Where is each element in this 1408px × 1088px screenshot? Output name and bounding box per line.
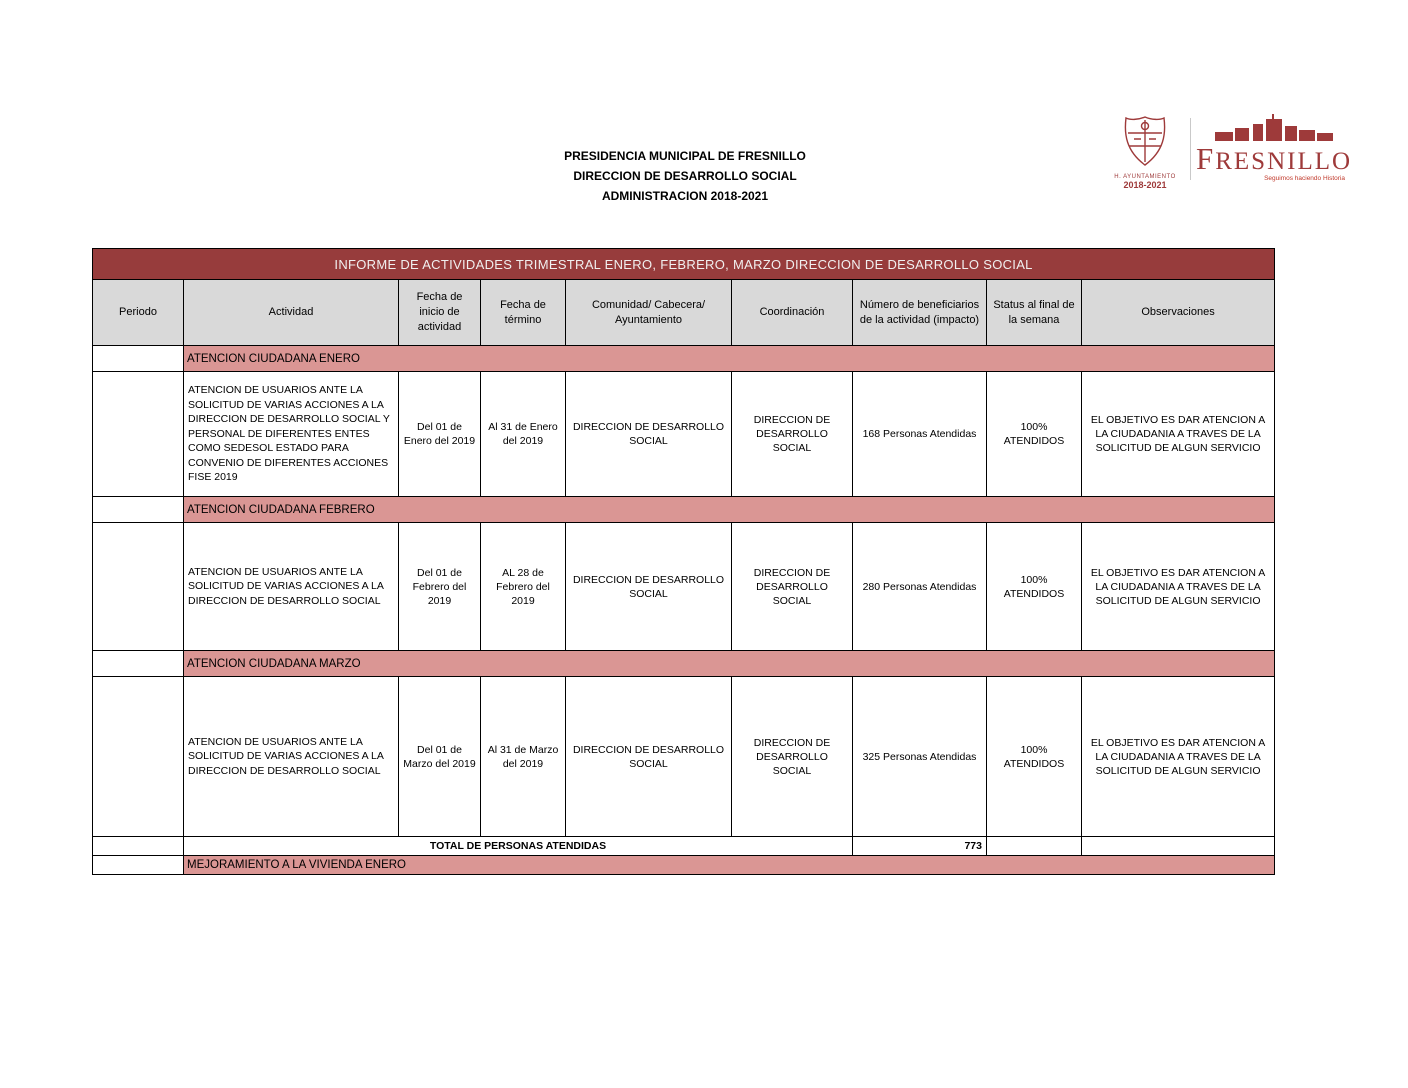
community-cell: DIRECCION DE DESARROLLO SOCIAL (566, 523, 732, 651)
end-date-cell: AL 28 de Febrero del 2019 (481, 523, 566, 651)
col-header-fecha-inicio: Fecha de inicio de actividad (399, 280, 481, 346)
table-row (93, 523, 1275, 651)
col-header-comunidad: Comunidad/ Cabecera/ Ayuntamiento (566, 280, 732, 346)
section-band-febrero: ATENCION CIUDADANA FEBRERO (184, 497, 1275, 523)
logo-divider (1190, 118, 1191, 180)
status-cell: 100% ATENDIDOS (987, 677, 1082, 837)
end-date-cell: Al 31 de Marzo del 2019 (481, 677, 566, 837)
col-header-coordinacion: Coordinación (732, 280, 853, 346)
table-row (93, 677, 1275, 837)
crest-years: 2018-2021 (1123, 180, 1167, 190)
col-header-status: Status al final de la semana (987, 280, 1082, 346)
community-cell: DIRECCION DE DESARROLLO SOCIAL (566, 677, 732, 837)
start-date-cell: Del 01 de Enero del 2019 (399, 372, 481, 497)
observations-cell: EL OBJETIVO ES DAR ATENCION A LA CIUDADANIA A TRAVES DE LA SOLICITUD DE ALGUN SERVICIO (1082, 372, 1275, 497)
col-header-beneficiarios: Número de beneficiarios de la actividad (impacto) (853, 280, 987, 346)
total-empty-observations-cell (1082, 837, 1275, 856)
doc-title-line3: ADMINISTRACION 2018-2021 (601, 189, 769, 203)
total-value: 773 (853, 837, 987, 856)
coordination-cell: DIRECCION DE DESARROLLO SOCIAL (732, 523, 853, 651)
beneficiaries-cell: 280 Personas Atendidas (853, 523, 987, 651)
col-header-periodo: Periodo (93, 280, 184, 346)
coordination-cell: DIRECCION DE DESARROLLO SOCIAL (732, 372, 853, 497)
end-date-cell: Al 31 de Enero del 2019 (481, 372, 566, 497)
coordination-cell: DIRECCION DE DESARROLLO SOCIAL (732, 677, 853, 837)
activity-cell: ATENCION DE USUARIOS ANTE LA SOLICITUD DE VARIAS ACCIONES A LA DIRECCION DE DESARROLLO SOCIAL (184, 523, 399, 651)
section-band-marzo: ATENCION CIUDADANA MARZO (184, 651, 1275, 677)
municipal-crest-icon (1114, 114, 1176, 173)
doc-title-block (440, 146, 930, 206)
beneficiaries-cell: 168 Personas Atendidas (853, 372, 987, 497)
start-date-cell: Del 01 de Febrero del 2019 (399, 523, 481, 651)
community-cell: DIRECCION DE DESARROLLO SOCIAL (566, 372, 732, 497)
logo-area (1106, 114, 1353, 190)
crest-caption: H. AYUNTAMIENTO (1114, 174, 1176, 180)
brand-name: FRESNILLO (1195, 141, 1353, 176)
doc-title-line2: DIRECCION DE DESARROLLO SOCIAL (573, 169, 797, 183)
table-header-row (93, 280, 1275, 346)
brand-logo (1195, 114, 1353, 182)
beneficiaries-cell: 325 Personas Atendidas (853, 677, 987, 837)
col-header-actividad: Actividad (184, 280, 399, 346)
section-band-enero: ATENCION CIUDADANA ENERO (184, 346, 1275, 372)
city-skyline-icon (1213, 114, 1335, 147)
crest-block (1106, 114, 1184, 190)
report-table (92, 248, 1275, 875)
total-empty-status-cell (987, 837, 1082, 856)
total-row (93, 837, 1275, 856)
total-label: TOTAL DE PERSONAS ATENDIDAS (184, 837, 853, 856)
activity-cell: ATENCION DE USUARIOS ANTE LA SOLICITUD DE VARIAS ACCIONES A LA DIRECCION DE DESARROLLO SOCIAL Y PERSONAL DE DIFERENTES ENTES COMO SEDESOL ESTADO PARA CONVENIO DE DIFERENTES ACCIONES FISE 2019 (184, 372, 399, 497)
observations-cell: EL OBJETIVO ES DAR ATENCION A LA CIUDADANIA A TRAVES DE LA SOLICITUD DE ALGUN SERVICIO (1082, 677, 1275, 837)
start-date-cell: Del 01 de Marzo del 2019 (399, 677, 481, 837)
status-cell: 100% ATENDIDOS (987, 523, 1082, 651)
brand-tagline: Seguimos haciendo Historia (1264, 175, 1345, 182)
col-header-fecha-termino: Fecha de término (481, 280, 566, 346)
activity-cell: ATENCION DE USUARIOS ANTE LA SOLICITUD DE VARIAS ACCIONES A LA DIRECCION DE DESARROLLO SOCIAL (184, 677, 399, 837)
doc-title-line1: PRESIDENCIA MUNICIPAL DE FRESNILLO (564, 149, 806, 163)
observations-cell: EL OBJETIVO ES DAR ATENCION A LA CIUDADANIA A TRAVES DE LA SOLICITUD DE ALGUN SERVICIO (1082, 523, 1275, 651)
table-row (93, 372, 1275, 497)
status-cell: 100% ATENDIDOS (987, 372, 1082, 497)
col-header-observaciones: Observaciones (1082, 280, 1275, 346)
section-band-mejoramiento: MEJORAMIENTO A LA VIVIENDA ENERO (184, 856, 1275, 875)
table-title: INFORME DE ACTIVIDADES TRIMESTRAL ENERO, FEBRERO, MARZO DIRECCION DE DESARROLLO SOCIAL (93, 249, 1275, 280)
